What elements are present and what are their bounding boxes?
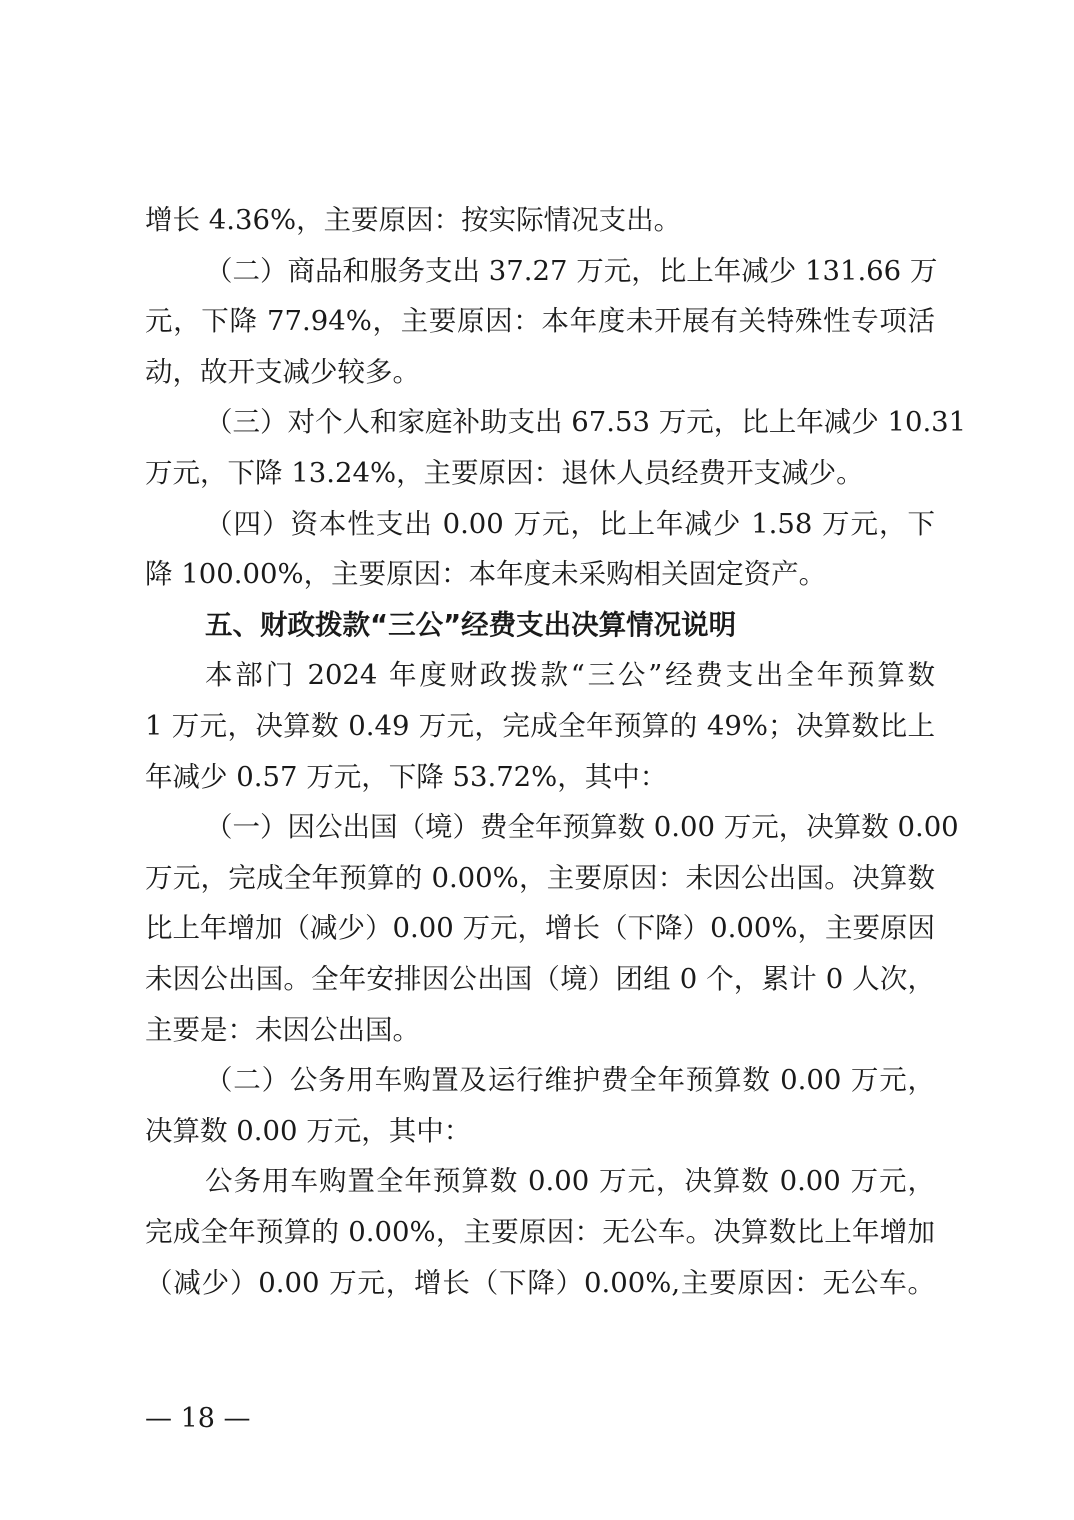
text-line-19: 决算数 0.00 万元，其中： <box>145 1115 472 1147</box>
text-line-3: 元，下降 77.94%，主要原因：本年度未开展有关特殊性专项活 <box>145 305 935 337</box>
text-line-22: （减少）0.00 万元，增长（下降）0.00%,主要原因：无公车。 <box>145 1267 935 1299</box>
text-line-20: 公务用车购置全年预算数 0.00 万元，决算数 0.00 万元， <box>205 1165 935 1197</box>
text-line-4: 动，故开支减少较多。 <box>145 356 420 388</box>
text-line-7: （四）资本性支出 0.00 万元，比上年减少 1.58 万元，下 <box>205 508 935 540</box>
text-line-14: 万元，完成全年预算的 0.00%，主要原因：未因公出国。决算数 <box>145 862 935 894</box>
text-line-17: 主要是：未因公出国。 <box>145 1014 420 1046</box>
page-number: — 18 — <box>145 1403 251 1434</box>
text-line-6: 万元，下降 13.24%，主要原因：退休人员经费开支减少。 <box>145 457 864 489</box>
section-heading: 五、财政拨款“三公”经费支出决算情况说明 <box>205 609 737 641</box>
text-line-18: （二）公务用车购置及运行维护费全年预算数 0.00 万元， <box>205 1064 935 1096</box>
text-line-5: （三）对个人和家庭补助支出 67.53 万元，比上年减少 10.31 <box>205 406 967 438</box>
text-line-12: 年减少 0.57 万元，下降 53.72%，其中： <box>145 761 668 793</box>
text-line-21: 完成全年预算的 0.00%，主要原因：无公车。决算数比上年增加 <box>145 1216 935 1248</box>
text-line-1: 增长 4.36%，主要原因：按实际情况支出。 <box>145 204 682 236</box>
text-line-2: （二）商品和服务支出 37.27 万元，比上年减少 131.66 万 <box>205 255 938 287</box>
text-line-11: 1 万元，决算数 0.49 万元，完成全年预算的 49%；决算数比上 <box>145 710 935 742</box>
text-line-15: 比上年增加（减少）0.00 万元，增长（下降）0.00%，主要原因 <box>145 912 935 944</box>
text-line-10: 本部门 2024 年度财政拨款“三公”经费支出全年预算数 <box>205 659 935 691</box>
text-line-8: 降 100.00%，主要原因：本年度未采购相关固定资产。 <box>145 558 827 590</box>
text-line-16: 未因公出国。全年安排因公出国（境）团组 0 个，累计 0 人次， <box>145 963 935 995</box>
text-line-13: （一）因公出国（境）费全年预算数 0.00 万元，决算数 0.00 <box>205 811 959 843</box>
